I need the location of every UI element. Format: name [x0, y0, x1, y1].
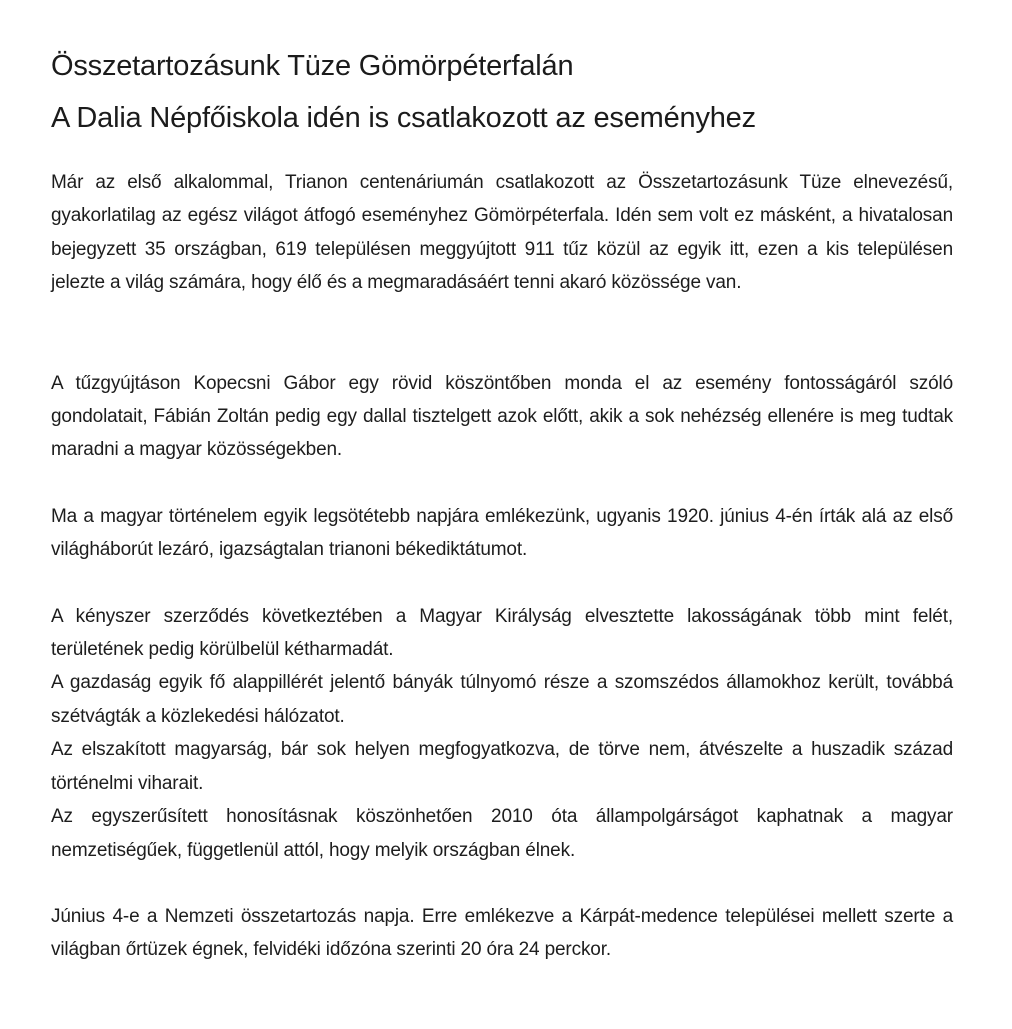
paragraph-treaty-losses: A kényszer szerződés következtében a Magyar Királyság elvesztette lakosságának több mint felét, területének pedig körülbelül kétharmadát. [51, 605, 953, 661]
document-subtitle: A Dalia Népfőiskola idén is csatlakozott az eseményhez [51, 102, 756, 134]
heading-block [51, 40, 953, 144]
paragraph-intro: Már az első alkalommal, Trianon centenáriumán csatlakozott az Összetartozásunk Tüze elnevezésű, gyakorlatilag az egész világot átfogó eseményhez Gömörpéterfala. Idén sem volt ez másként, a hivatalosan bejegyzett 35 országban, 619 településen meggyújtott 911 tűz közül az egyik itt, ezen a kis településen jelezte a világ számára, hogy élő és a megmaradásáért tenni akaró közössége van. [51, 172, 953, 294]
paragraph-economy: A gazdaság egyik fő alappillérét jelentő bányák túlnyomó része a szomszédos államokhoz került, továbbá szétvágták a közlekedési hálózatot. [51, 672, 953, 727]
paragraph-citizenship: Az egyszerűsített honosításnak köszönhetően 2010 óta állampolgárságot kaphatnak a magyar nemzetiségűek, függetlenül attól, hogy melyik országban élnek. [51, 806, 953, 861]
document-body [51, 166, 953, 967]
paragraph-hungarians-abroad: Az elszakított magyarság, bár sok helyen megfogyatkozva, de törve nem, átvészelte a huszadik század történelmi viharait. [51, 739, 953, 794]
paragraph-ceremony: A tűzgyújtáson Kopecsni Gábor egy rövid köszöntőben monda el az esemény fontosságáról szóló gondolatait, Fábián Zoltán pedig egy dallal tisztelgett azok előtt, akik a sok nehézség ellenére is meg tudtak maradni a magyar közösségekben. [51, 372, 953, 461]
paragraph-remembrance: Ma a magyar történelem egyik legsötétebb napjára emlékezünk, ugyanis 1920. június 4-én írták alá az első világháborút lezáró, igazságtalan trianoni békediktátumot. [51, 505, 953, 561]
paragraph-closing: Június 4-e a Nemzeti összetartozás napja. Erre emlékezve a Kárpát-medence települései mellett szerte a világban őrtüzek égnek, felvidéki időzóna szerinti 20 óra 24 perckor. [51, 905, 953, 961]
document-title: Összetartozásunk Tüze Gömörpéterfalán [51, 50, 574, 82]
